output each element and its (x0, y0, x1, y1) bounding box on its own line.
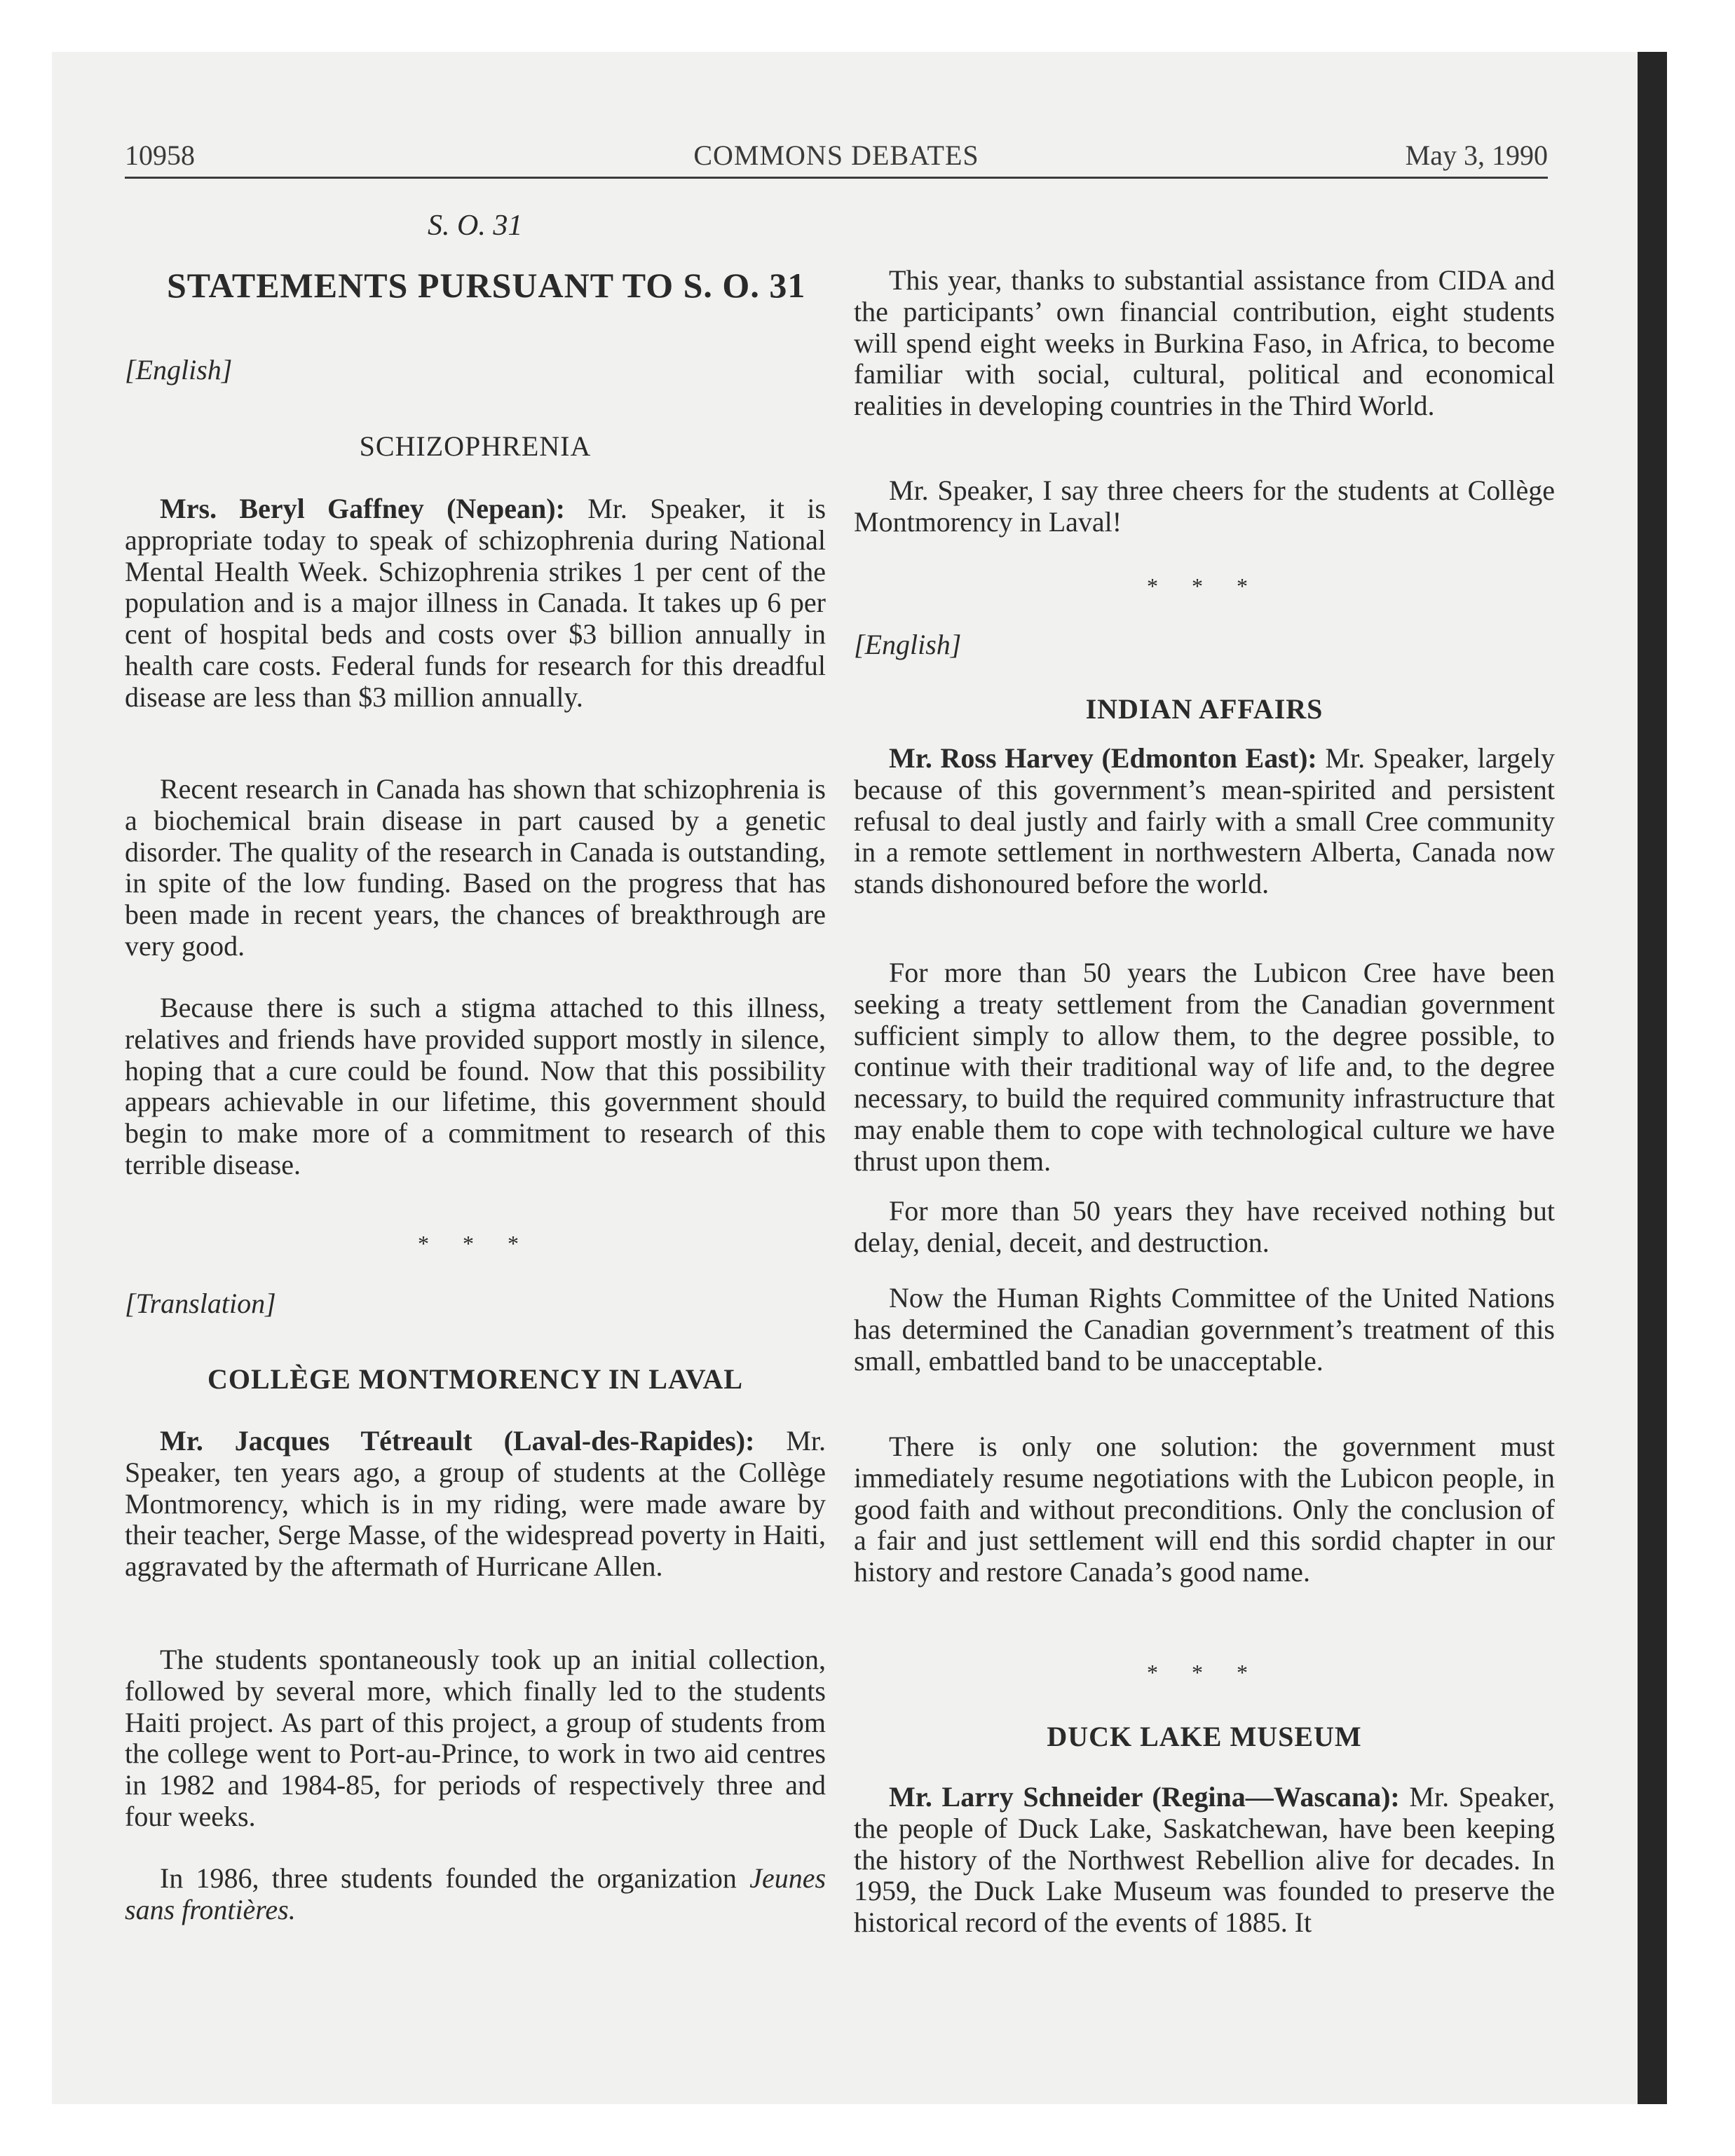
paragraph: Mr. Ross Harvey (Edmonton East): Mr. Speaker, largely because of this government’s mean-spirited and persistent refusal to deal justly and fairly with a small Cree community in a remote settlement in northwestern Alberta, Canada now stands dishonoured before the world. (854, 742, 1555, 900)
paragraph: Recent research in Canada has shown that schizophrenia is a biochemical brain disease in part caused by a genetic disorder. The quality of the research in Canada is outstanding, in spite of the low funding. Based on the progress that has been made in recent years, the chances of breakthrough are very good. (125, 773, 826, 962)
paragraph: The students spontaneously took up an initial collection, followed by several more, which finally led to the students Haiti project. As part of this project, a group of students from the college went to Port-au-Prince, to work in two aid centres in 1982 and 1984-85, for periods of respectively three and four weeks. (125, 1644, 826, 1832)
section-tag: S. O. 31 (428, 210, 523, 242)
header-rule (125, 177, 1548, 179)
section-heading: STATEMENTS PURSUANT TO S. O. 31 (167, 266, 806, 305)
paragraph: Mr. Jacques Tétreault (Laval-des-Rapides): Mr. Speaker, ten years ago, a group of students at the Collège Montmorency, which is in my riding, were made aware by their teacher, Serge Masse, of the widespread poverty in Haiti, aggravated by the aftermath of Hurricane Allen. (125, 1425, 826, 1583)
speaker-name: Mr. Jacques Tétreault (Laval-des-Rapides): (160, 1425, 755, 1456)
paragraph: There is only one solution: the government must immediately resume negotiations with the Lubicon people, in good faith and without preconditions. Only the conclusion of a fair and just settlement will end this sordid chapter in our history and restore Canada’s good name. (854, 1431, 1555, 1588)
language-marker: [English] (854, 629, 962, 660)
paragraph: Mr. Speaker, I say three cheers for the students at Collège Montmorency in Laval! (854, 475, 1555, 538)
paragraph: Now the Human Rights Committee of the United Nations has determined the Canadian government’s treatment of this small, embattled band to be unacceptable. (854, 1282, 1555, 1377)
section-separator: * * * (1147, 573, 1262, 599)
binding-spine (1638, 52, 1667, 2104)
section-separator: * * * (1147, 1660, 1262, 1685)
paragraph: For more than 50 years the Lubicon Cree have been seeking a treaty settlement from the Canadian government sufficient simply to allow them, to the degree possible, to continue with their traditional way of life and, to the degree necessary, to build the required community infrastructure that may enable them to cope with technological culture we have thrust upon them. (854, 957, 1555, 1177)
paragraph: Mrs. Beryl Gaffney (Nepean): Mr. Speaker, it is appropriate today to speak of schizophrenia during National Mental Health Week. Schizophrenia strikes 1 per cent of the population and is a major illness in Canada. It takes up 6 per cent of hospital beds and costs over $3 billion annually in health care costs. Federal funds for research for this dreadful disease are less than $3 million annually. (125, 493, 826, 713)
paragraph: Mr. Larry Schneider (Regina—Wascana): Mr. Speaker, the people of Duck Lake, Saskatchewan, have been keeping the history of the Northwest Rebellion alive for decades. In 1959, the Duck Lake Museum was founded to preserve the historical record of the events of 1885. It (854, 1781, 1555, 1939)
paragraph: For more than 50 years they have received nothing but delay, denial, deceit, and destruction. (854, 1195, 1555, 1258)
page-number: 10958 (125, 139, 195, 171)
publication-title: COMMONS DEBATES (693, 139, 979, 171)
article-heading-duck-lake: DUCK LAKE MUSEUM (1047, 1721, 1362, 1752)
speaker-name: Mrs. Beryl Gaffney (Nepean): (160, 493, 565, 524)
paragraph: Because there is such a stigma attached to this illness, relatives and friends have provided support mostly in silence, hoping that a cure could be found. Now that this possibility appears achievable in our lifetime, this government should begin to make more of a commitment to research of this terrible disease. (125, 992, 826, 1180)
paragraph: In 1986, three students founded the organization Jeunes sans frontières. (125, 1862, 826, 1925)
article-heading-college: COLLÈGE MONTMORENCY IN LAVAL (207, 1363, 744, 1395)
speaker-name: Mr. Larry Schneider (Regina—Wascana): (889, 1781, 1400, 1813)
speaker-name: Mr. Ross Harvey (Edmonton East): (889, 742, 1317, 774)
language-marker: [English] (125, 354, 233, 386)
issue-date: May 3, 1990 (1405, 139, 1548, 171)
language-marker: [Translation] (125, 1288, 276, 1319)
article-heading-schizophrenia: SCHIZOPHRENIA (359, 430, 592, 462)
paragraph: This year, thanks to substantial assistance from CIDA and the participants’ own financial contribution, eight students will spend eight weeks in Burkina Faso, in Africa, to become familiar with social, cultural, political and economical realities in developing countries in the Third World. (854, 264, 1555, 422)
running-header (125, 139, 1548, 174)
article-heading-indian-affairs: INDIAN AFFAIRS (1085, 693, 1324, 725)
section-separator: * * * (418, 1231, 533, 1256)
